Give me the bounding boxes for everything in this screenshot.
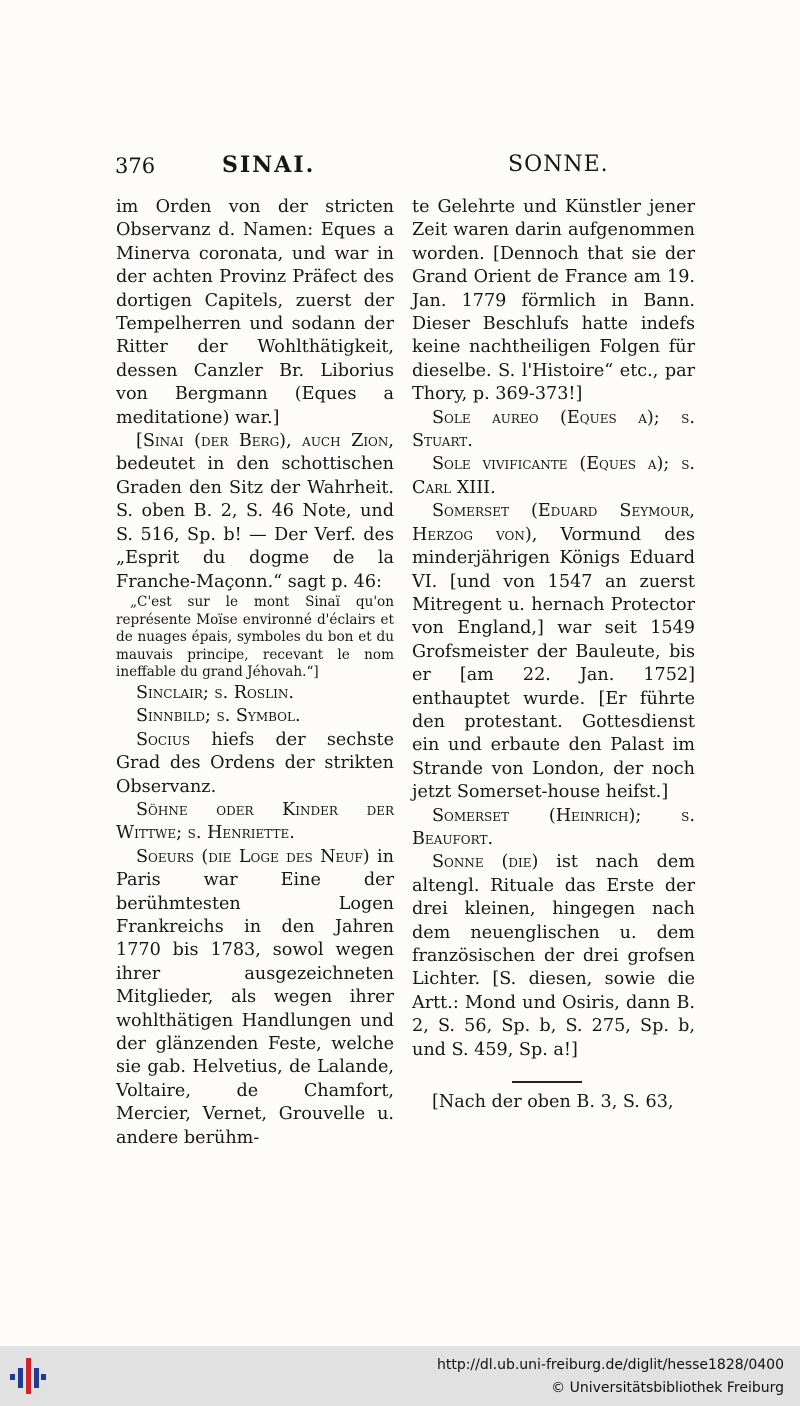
section-divider	[512, 1081, 582, 1083]
entry-headword: Somerset (Heinrich);	[432, 805, 642, 826]
entry-text: in Paris war Eine der berühmtesten Logen Frankreichs in den Jahren 1770 bis 1783, sowol wegen ihrer ausgezeichneten Mitglieder, als wegen ihrer wohlthätigen Handlungen und der glänzenden Feste, welche sie gab. Helvetius, de Lalande, Voltaire, de Chamfort, Mercier, Vernet, Grouvelle u. andere berühm-	[116, 846, 394, 1148]
entry-headword: Söhne oder Kinder der Wittwe;	[116, 799, 394, 844]
copyright-notice: © Universitätsbibliothek Freiburg	[551, 1380, 784, 1396]
entry-text: s. Symbol.	[210, 706, 301, 727]
entry-headword: Somerset (Eduard Seymour, Herzog von),	[412, 501, 695, 545]
entry-text: s. Stuart.	[412, 407, 695, 452]
right-paragraph-last: [Nach der oben B. 3, S. 63,	[432, 1092, 674, 1113]
entry-sonne	[412, 851, 695, 1062]
university-library-logo-icon[interactable]	[8, 1356, 48, 1396]
entry-text: hiefs der sechste Grad des Ordens der strikten Observanz.	[116, 729, 394, 797]
entry-text: bedeutet in den schottischen Graden den Sitz der Wahrheit. S. oben B. 2, S. 46 Note, und S. 516, Sp. b! — Der Verf. des „Esprit du dogme de la Franche-Maçonn.“ sagt p. 46:	[116, 454, 394, 592]
running-head-right: SONNE.	[508, 152, 609, 177]
entry-headword: Sole aureo (Eques a);	[432, 407, 660, 428]
entry-soeurs	[116, 846, 394, 1150]
entry-sinnbild	[116, 705, 394, 728]
entry-text: s. Beaufort.	[412, 805, 695, 849]
page-url-link[interactable]: http://dl.ub.uni-freiburg.de/diglit/hesse1828/0400	[436, 1357, 784, 1373]
entry-text: s. Henriette.	[182, 823, 295, 844]
entry-headword: Sonne (die)	[432, 852, 539, 873]
entry-sole-vivificante	[412, 453, 695, 500]
entry-text: s. Carl XIII.	[412, 454, 696, 498]
entry-headword: Soeurs (die Loge des Neuf)	[136, 846, 370, 867]
entry-headword: Socius	[136, 729, 191, 750]
entry-sole-aureo	[412, 407, 695, 454]
viewer-footer	[0, 1346, 800, 1406]
entry-somerset-eduard	[412, 500, 695, 804]
entry-headword: Sinnbild;	[136, 706, 211, 727]
entry-sinclair	[116, 682, 394, 705]
entry-headword: Sole vivificante (Eques a);	[432, 454, 670, 475]
left-paragraph-1: im Orden von der stricten Observanz d. Namen: Eques a Minerva coronata, und war in der achten Provinz Präfect des dortigen Capitels, zuerst der Tempelherren und sodann der Ritter der Wohlthätigkeit, dessen Canzler Br. Liborius von Bergmann (Eques a meditatione) war.]	[116, 197, 394, 428]
entry-headword: Sinclair;	[136, 682, 209, 703]
entry-sinai	[116, 430, 394, 594]
entry-text: Vormund des minderjährigen Königs Eduard VI. [und von 1547 an zuerst Mitregent u. hernach Protector von England,] war seit 1549 Grofsmeister der Bauleute, bis er [am 22. Jan. 1752] enthauptet wurde. [Er führte den protestant. Gottesdienst ein und erbaute den Palast im Strande von London, der noch jetzt Somerset-house heifst.]	[412, 524, 695, 803]
entry-text: s. Roslin.	[208, 682, 294, 703]
right-paragraph-1: te Gelehrte und Künstler jener Zeit waren darin aufgenommen worden. [Dennoch that sie der Grand Orient de France am 19. Jan. 1779 förmlich in Bann. Dieser Beschlufs hatte indefs keine nachtheiligen Folgen für dieselbe. S. l'Histoire“ etc., par Thory, p. 369-373!]	[412, 197, 695, 405]
page-header	[0, 148, 800, 188]
entry-somerset-heinrich	[412, 805, 695, 852]
entry-headword: [Sinai (der Berg), auch Zion,	[136, 431, 394, 452]
quote-esprit-du-dogme: „C'est sur le mont Sinaï qu'on représente Moïse environné d'éclairs et de nuages épais, symboles du bon et du mauvais principe, recevant le nom ineffable du grand Jéhovah.“]	[116, 593, 394, 681]
right-column	[412, 196, 695, 1114]
entry-socius	[116, 729, 394, 799]
running-head-left: SINAI.	[222, 152, 316, 178]
entry-soehne	[116, 799, 394, 846]
left-column	[116, 196, 394, 1150]
entry-text: ist nach dem altengl. Rituale das Erste der drei kleinen, hingegen nach dem neuenglischen u. dem französischen der drei grofsen Lichter. [S. diesen, sowie die Artt.: Mond und Osiris, dann B. 2, S. 56, Sp. b, S. 275, Sp. b, und S. 459, Sp. a!]	[412, 852, 695, 1060]
page-number: 376	[115, 154, 156, 178]
